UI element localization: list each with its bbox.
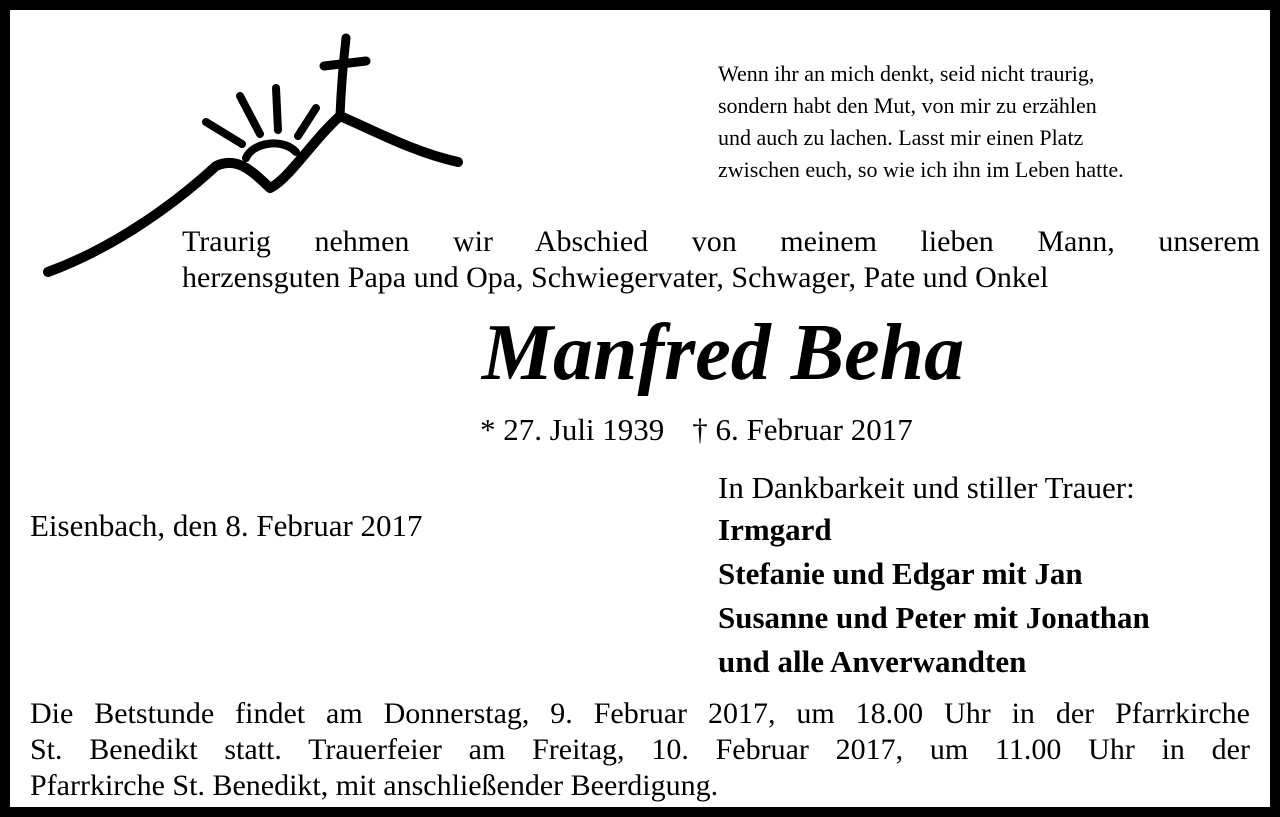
place-and-date: Eisenbach, den 8. Februar 2017 — [30, 508, 423, 543]
service-line: St. Benedikt statt. Trauerfeier am Freitag, 10. Februar 2017, um 11.00 Uhr in der — [30, 733, 1250, 766]
mourner-name: und alle Anverwandten — [718, 644, 1027, 679]
mourners-intro: In Dankbarkeit und stiller Trauer: — [718, 470, 1135, 505]
service-line: Die Betstunde findet am Donnerstag, 9. Februar 2017, um 18.00 Uhr in der Pfarrkirche — [30, 697, 1250, 730]
intro-paragraph — [182, 224, 1260, 296]
service-info — [30, 696, 1250, 804]
poem-line: Wenn ihr an mich denkt, seid nicht traurig, — [718, 61, 1095, 86]
poem-line: und auch zu lachen. Lasst mir einen Platz — [718, 125, 1084, 150]
mourners-block — [718, 468, 1268, 684]
deceased-name: Manfred Beha — [481, 309, 965, 397]
poem-line: zwischen euch, so wie ich ihn im Leben hatte. — [718, 157, 1124, 182]
mourner-name: Susanne und Peter mit Jonathan — [718, 600, 1150, 635]
intro-line: herzensguten Papa und Opa, Schwiegervater, Schwager, Pate und Onkel — [182, 261, 1049, 294]
poem-line: sondern habt den Mut, von mir zu erzählen — [718, 93, 1097, 118]
mourner-name: Irmgard — [718, 512, 832, 547]
poem-block — [718, 58, 1258, 186]
life-dates — [480, 410, 913, 450]
intro-line: Traurig nehmen wir Abschied von meinem lieben Mann, unserem — [182, 225, 1260, 258]
mourner-name: Stefanie und Edgar mit Jan — [718, 556, 1083, 591]
death-date: † 6. Februar 2017 — [692, 412, 913, 447]
service-line: Pfarrkirche St. Benedikt, mit anschließender Beerdigung. — [30, 769, 719, 802]
birth-date: * 27. Juli 1939 — [480, 412, 665, 447]
